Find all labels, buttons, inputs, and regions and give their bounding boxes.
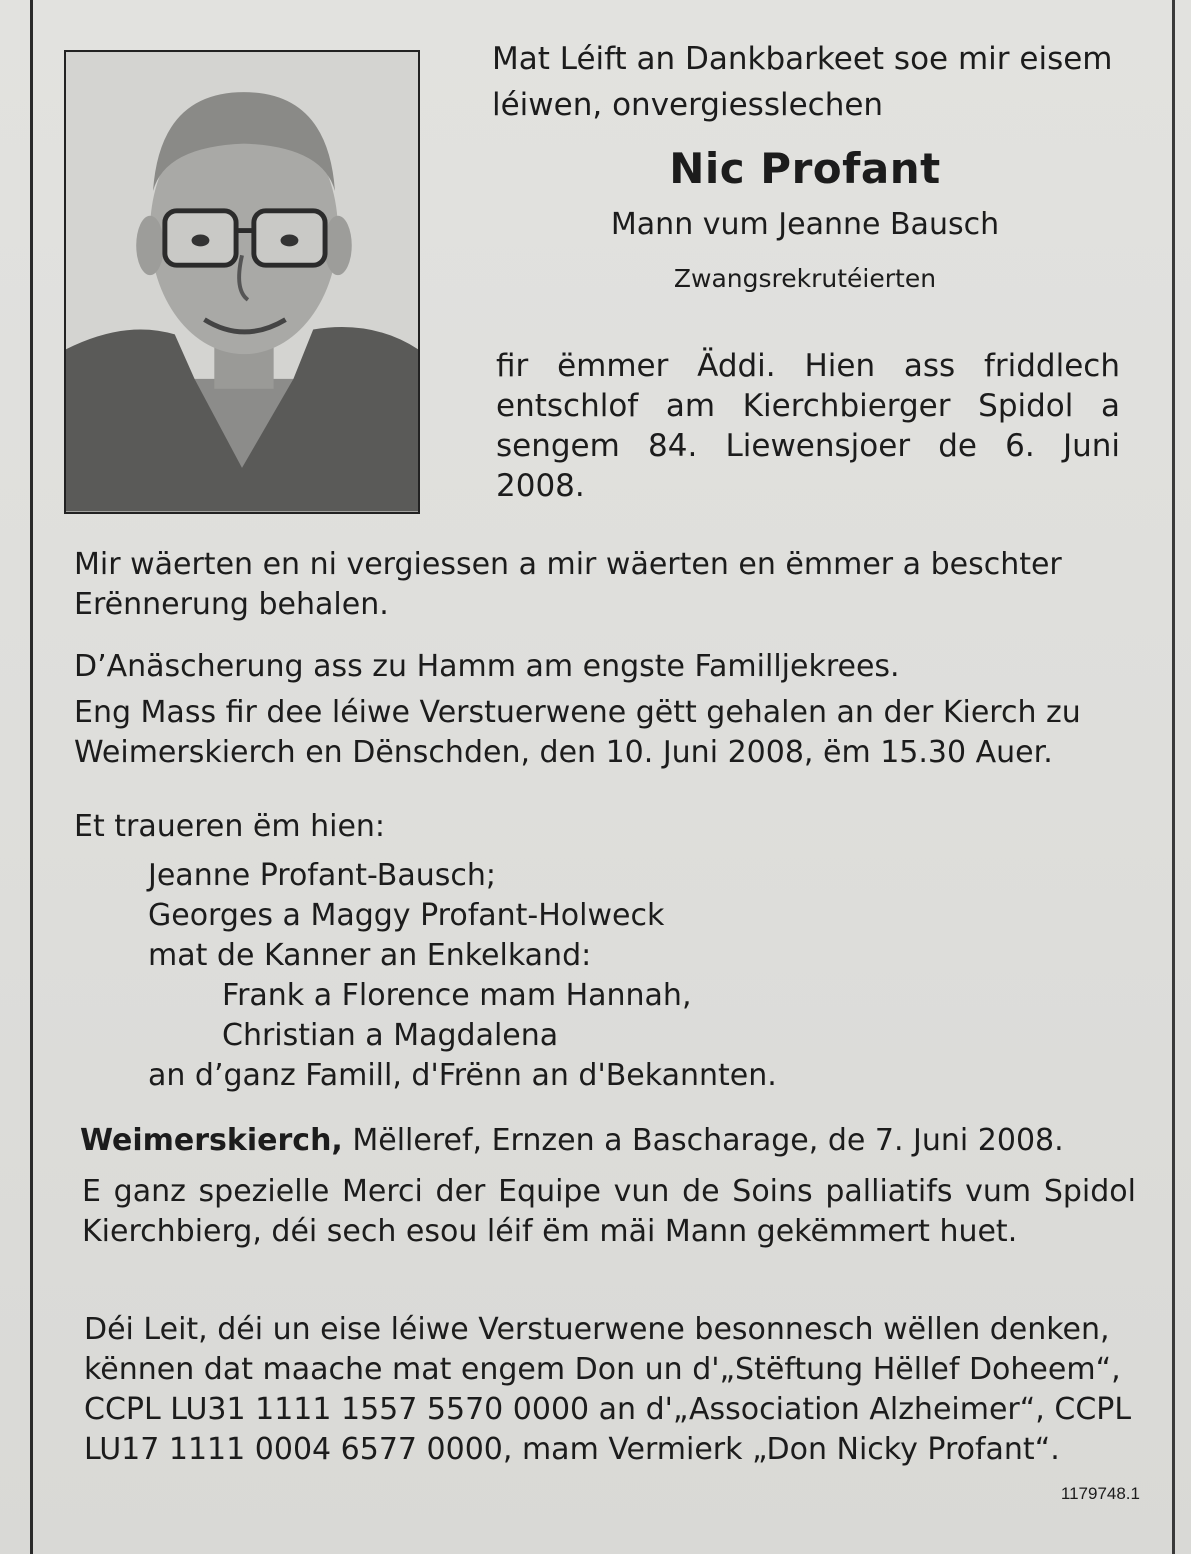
- place-date-line: [80, 1121, 1136, 1161]
- mass-paragraph: Eng Mass fir dee léiwe Verstuerwene gëtt gehalen an der Kierch zu Weimerskierch en Dënschden, den 10. Juni 2008, ëm 15.30 Auer.: [74, 695, 1081, 770]
- portrait-illustration: [66, 52, 418, 512]
- deceased-name: Nic Profant: [669, 144, 941, 193]
- mourners-list: [148, 856, 1048, 1096]
- mourner-line: Frank a Florence mam Hannah,: [222, 978, 692, 1013]
- intro-text: Mat Léift an Dankbarkeet soe mir eisem léiwen, onvergiesslechen: [492, 41, 1113, 123]
- thanks-paragraph: E ganz spezielle Merci der Equipe vun de Soins palliatifs vum Spidol Kierchbierg, déi sech esou léif ëm mäi Mann gekëmmert huet.: [82, 1174, 1136, 1249]
- right-column-rule: [1172, 0, 1175, 1554]
- mourner-line: Jeanne Profant-Bausch;: [148, 858, 497, 893]
- place-name: Weimerskierch,: [80, 1123, 343, 1158]
- husband-of-line: Mann vum Jeanne Bausch: [610, 207, 1000, 242]
- mourner-line: mat de Kanner an Enkelkand:: [148, 938, 592, 973]
- donation-paragraph: Déi Leit, déi un eise léiwe Verstuerwene besonnesch wëllen denken, kënnen dat maache mat engem Don un d'„Stëftung Hëllef Doheem“, CCPL LU31 1111 1557 5570 0000 an d'„Association Alzheimer“, CCPL LU17 1111 0004 6577 0000, mam Vermierk „Don Nicky Profant“.: [84, 1312, 1132, 1467]
- cremation-paragraph: D’Anäscherung ass zu Hamm am engste Familljekrees.: [74, 649, 900, 684]
- mourner-line: Georges a Maggy Profant-Holweck: [148, 898, 665, 933]
- mourner-line: Christian a Magdalena: [222, 1018, 559, 1053]
- place-rest: Mëlleref, Ernzen a Bascharage, de 7. Juni 2008.: [342, 1123, 1064, 1158]
- remembrance-paragraph: Mir wäerten en ni vergiessen a mir wäerten en ëmmer a beschter Erënnerung behalen.: [74, 547, 1062, 622]
- mourner-line: an d’ganz Famill, d'Frënn an d'Bekannten.: [148, 1058, 777, 1093]
- reference-number: 1179748.1: [1060, 1484, 1140, 1503]
- mourners-title: Et traueren ëm hien:: [74, 809, 386, 844]
- status-line: Zwangsrekrutéierten: [673, 264, 937, 293]
- death-notice: fir ëmmer Äddi. Hien ass friddlech entschlof am Kierchbierger Spidol a sengem 84. Liewensjoer de 6. Juni 2008.: [496, 348, 1120, 504]
- portrait-photo: [64, 50, 420, 514]
- left-column-rule: [30, 0, 33, 1554]
